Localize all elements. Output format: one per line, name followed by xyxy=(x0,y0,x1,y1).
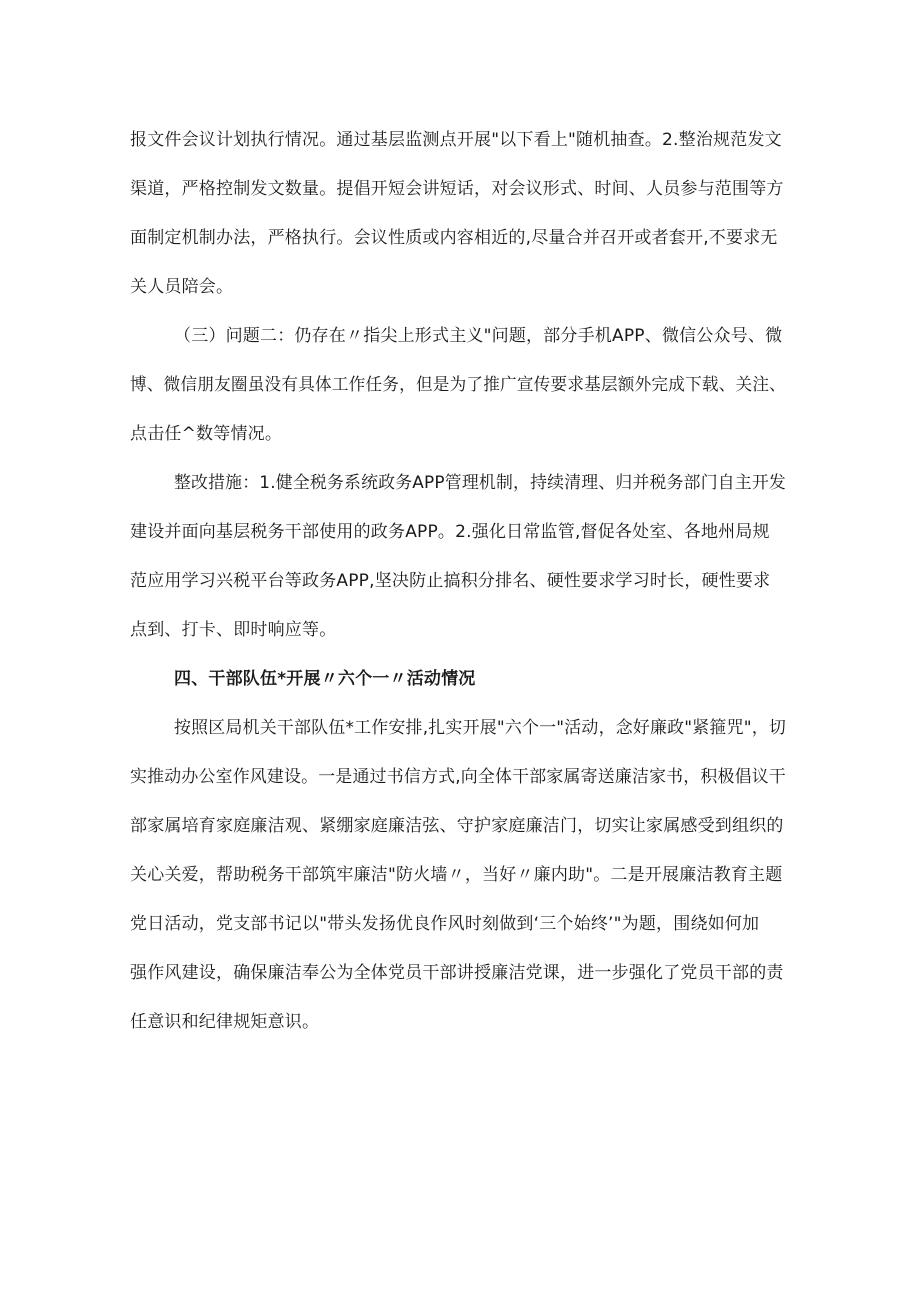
problem-two-line: （三）问题二：仍存在〃指尖上形式主义"问题，部分手机APP、微信公众号、微 xyxy=(174,326,783,346)
text-line: 实推动办公室作风建设。一是通过书信方式,向全体干部家属寄送廉洁家书，积极倡议干 xyxy=(130,767,786,787)
text-line: 部家属培育家庭廉洁观、紧绷家庭廉洁弦、守护家庭廉洁门，切实让家属感受到组织的 xyxy=(130,816,784,836)
text-line: 党日活动，党支部书记以"带头发扬优良作风时刻做到‘三个始终’"为题，围绕如何加 xyxy=(130,914,760,934)
text-line: 关人员陪会。 xyxy=(130,277,234,297)
text-line: 关心关爱，帮助税务干部筑牢廉洁"防火墙〃，当好〃廉内助"。二是开展廉洁教育主题 xyxy=(130,865,783,885)
text-line: 点到、打卡、即时响应等。 xyxy=(130,620,337,640)
text-line: 任意识和纪律规矩意识。 xyxy=(130,1012,320,1032)
text-line: 点击任^数等情况。 xyxy=(130,424,283,444)
document-body xyxy=(130,116,786,1047)
text-line: 渠道，严格控制发文数量。提倡开短会讲短话，对会议形式、时间、人员参与范围等方 xyxy=(130,179,784,199)
text-line: 范应用学习兴税平台等政务APP,坚决防止搞积分排名、硬性要求学习时长，硬性要求 xyxy=(130,571,771,591)
text-line: 博、微信朋友圈虽没有具体工作任务，但是为了推广宣传要求基层额外完成下载、关注、 xyxy=(130,375,786,395)
text-line: 建设并面向基层税务干部使用的政务APP。2.强化日常监管,督促各处室、各地州局规 xyxy=(130,522,770,542)
text-line: 报文件会议计划执行情况。通过基层监测点开展"以下看上"随机抽查。2.整治规范发文 xyxy=(130,130,782,150)
section-heading: 四、干部队伍*开展〃六个一〃活动情况 xyxy=(174,669,476,689)
text-line: 强作风建设，确保廉洁奉公为全体党员干部讲授廉洁党课，进一步强化了党员干部的责 xyxy=(130,963,784,983)
rectification-measures-line: 整改措施：1.健全税务系统政务APP管理机制，持续清理、归并税务部门自主开发 xyxy=(174,473,786,493)
section-paragraph-start: 按照区局机关干部队伍*工作安排,扎实开展"六个一"活动，念好廉政"紧箍咒"，切 xyxy=(174,718,786,738)
text-line: 面制定机制办法，严格执行。会议性质或内容相近的,尽量合并召开或者套开,不要求无 xyxy=(130,228,778,248)
